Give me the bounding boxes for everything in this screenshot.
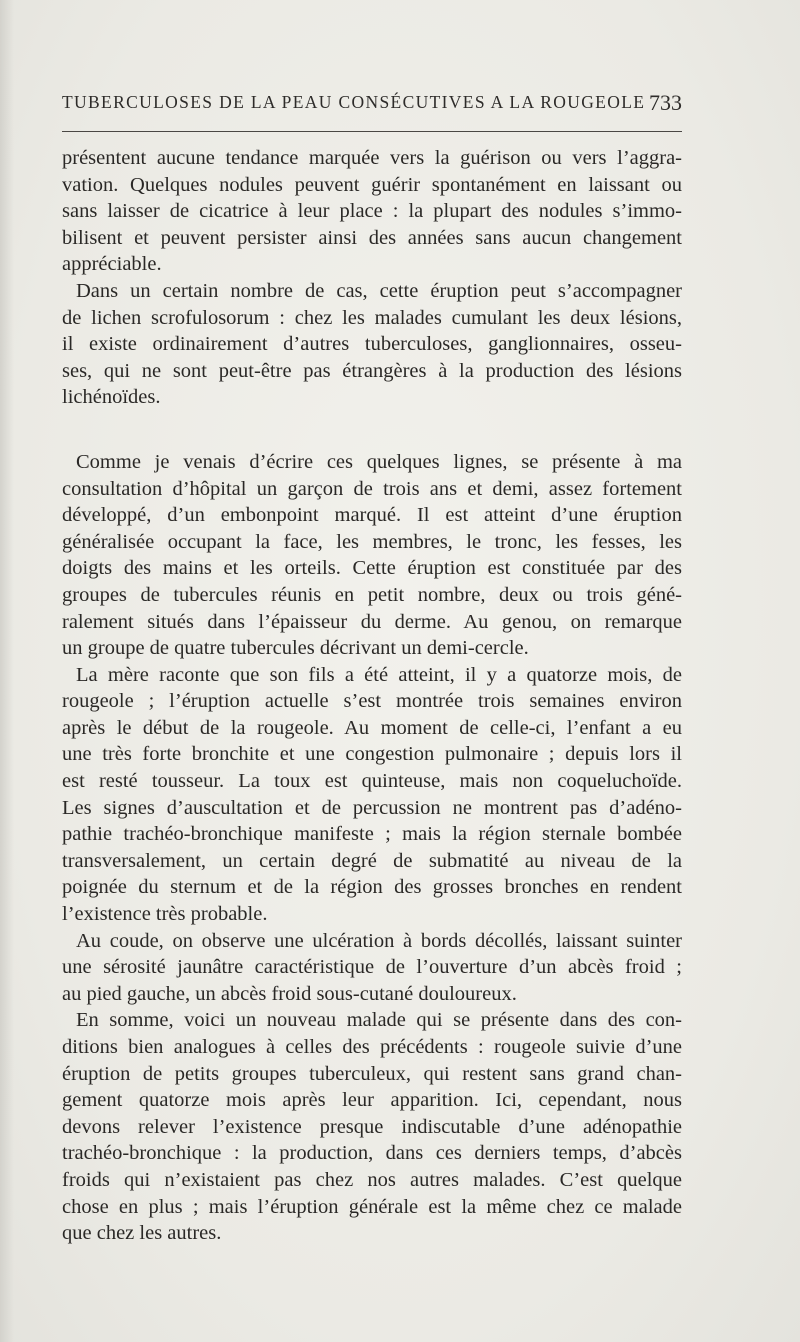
text-line: chose en plus ; mais l’éruption générale est la même chez ce malade [62, 1195, 682, 1218]
paragraph-2 [62, 278, 682, 411]
text-line: présentent aucune tendance marquée vers la guérison ou vers l’aggra- [62, 147, 682, 169]
paragraph-3 [62, 449, 682, 662]
text-line: Au coude, on observe une ulcération à bords décollés, laissant suinter [76, 929, 682, 952]
text-line: rougeole ; l’éruption actuelle s’est montrée trois semaines environ [62, 690, 682, 713]
text-line: lichénoïdes. [62, 386, 161, 409]
page-number: 733 [649, 90, 682, 115]
text-line: gement quatorze mois après leur apparition. Ici, cependant, nous [62, 1089, 682, 1112]
paragraph-1 [62, 145, 682, 278]
header-rule [62, 131, 682, 132]
paragraph-6 [62, 1007, 682, 1246]
text-line: Comme je venais d’écrire ces quelques lignes, se présente à ma [76, 450, 682, 473]
text-line: Les signes d’auscultation et de percussion ne montrent pas d’adéno- [62, 796, 682, 819]
section-gap [62, 411, 682, 449]
text-line: ditions bien analogues à celles des précédents : rougeole suivie d’une [62, 1036, 682, 1058]
text-line: un groupe de quatre tubercules décrivant un demi-cercle. [62, 637, 529, 660]
text-line: trachéo-bronchique : la production, dans ces derniers temps, d’abcès [62, 1142, 682, 1165]
text-line: sans laisser de cicatrice à leur place : la plupart des nodules s’immo- [62, 200, 682, 223]
text-line: vation. Quelques nodules peuvent guérir spontanément en laissant ou [62, 173, 682, 196]
text-line: ralement situés dans l’épaisseur du derme. Au genou, on remarque [62, 610, 682, 633]
text-line: transversalement, un certain degré de submatité au niveau de la [62, 849, 682, 872]
text-line: doigts des mains et les orteils. Cette éruption est constituée par des [62, 557, 682, 580]
text-line: ses, qui ne sont peut-être pas étrangères à la production des lésions [62, 359, 682, 382]
text-line: poignée du sternum et de la région des grosses bronches en rendent [62, 876, 682, 899]
paragraph-5 [62, 928, 682, 1008]
text-line: au pied gauche, un abcès froid sous-cutané douloureux. [62, 982, 517, 1005]
text-line: développé, d’un embonpoint marqué. Il est atteint d’une éruption [62, 504, 682, 527]
running-title: TUBERCULOSES DE LA PEAU CONSÉCUTIVES A LA ROUGEOLE [62, 92, 646, 112]
text-line: bilisent et peuvent persister ainsi des années sans aucun changement [62, 226, 682, 249]
text-line: Dans un certain nombre de cas, cette éruption peut s’accompagner [76, 279, 682, 302]
text-line: pathie trachéo-bronchique manifeste ; mais la région sternale bombée [62, 823, 682, 846]
text-line: de lichen scrofulosorum : chez les malades cumulant les deux lésions, [62, 306, 682, 329]
text-line: éruption de petits groupes tuberculeux, qui restent sans grand chan- [62, 1062, 682, 1085]
text-line: groupes de tubercules réunis en petit nombre, deux ou trois géné- [62, 583, 682, 606]
text-line: En somme, voici un nouveau malade qui se présente dans des con- [76, 1009, 682, 1032]
body-text [62, 145, 682, 1247]
text-line: froids qui n’existaient pas chez nos autres malades. C’est quelque [62, 1168, 682, 1191]
text-line: une très forte bronchite et une congestion pulmonaire ; depuis lors il [62, 743, 682, 766]
text-line: il existe ordinairement d’autres tuberculoses, ganglionnaires, osseu- [62, 333, 682, 356]
text-line: est resté tousseur. La toux est quinteuse, mais non coqueluchoïde. [62, 770, 682, 793]
page-header [62, 92, 682, 118]
text-line: après le début de la rougeole. Au moment de celle-ci, l’enfant a eu [62, 716, 682, 739]
text-line: généralisée occupant la face, les membres, le tronc, les fesses, les [62, 530, 682, 553]
text-line: devons relever l’existence presque indiscutable d’une adénopathie [62, 1115, 682, 1138]
text-line: que chez les autres. [62, 1222, 222, 1245]
page-binding-shadow [0, 0, 14, 1342]
text-line: La mère raconte que son fils a été atteint, il y a quatorze mois, de [76, 663, 682, 686]
text-line: consultation d’hôpital un garçon de trois ans et demi, assez fortement [62, 477, 682, 500]
paragraph-4 [62, 662, 682, 928]
text-line: une sérosité jaunâtre caractéristique de l’ouverture d’un abcès froid ; [62, 956, 682, 979]
text-line: appréciable. [62, 253, 162, 276]
text-line: l’existence très probable. [62, 903, 268, 926]
